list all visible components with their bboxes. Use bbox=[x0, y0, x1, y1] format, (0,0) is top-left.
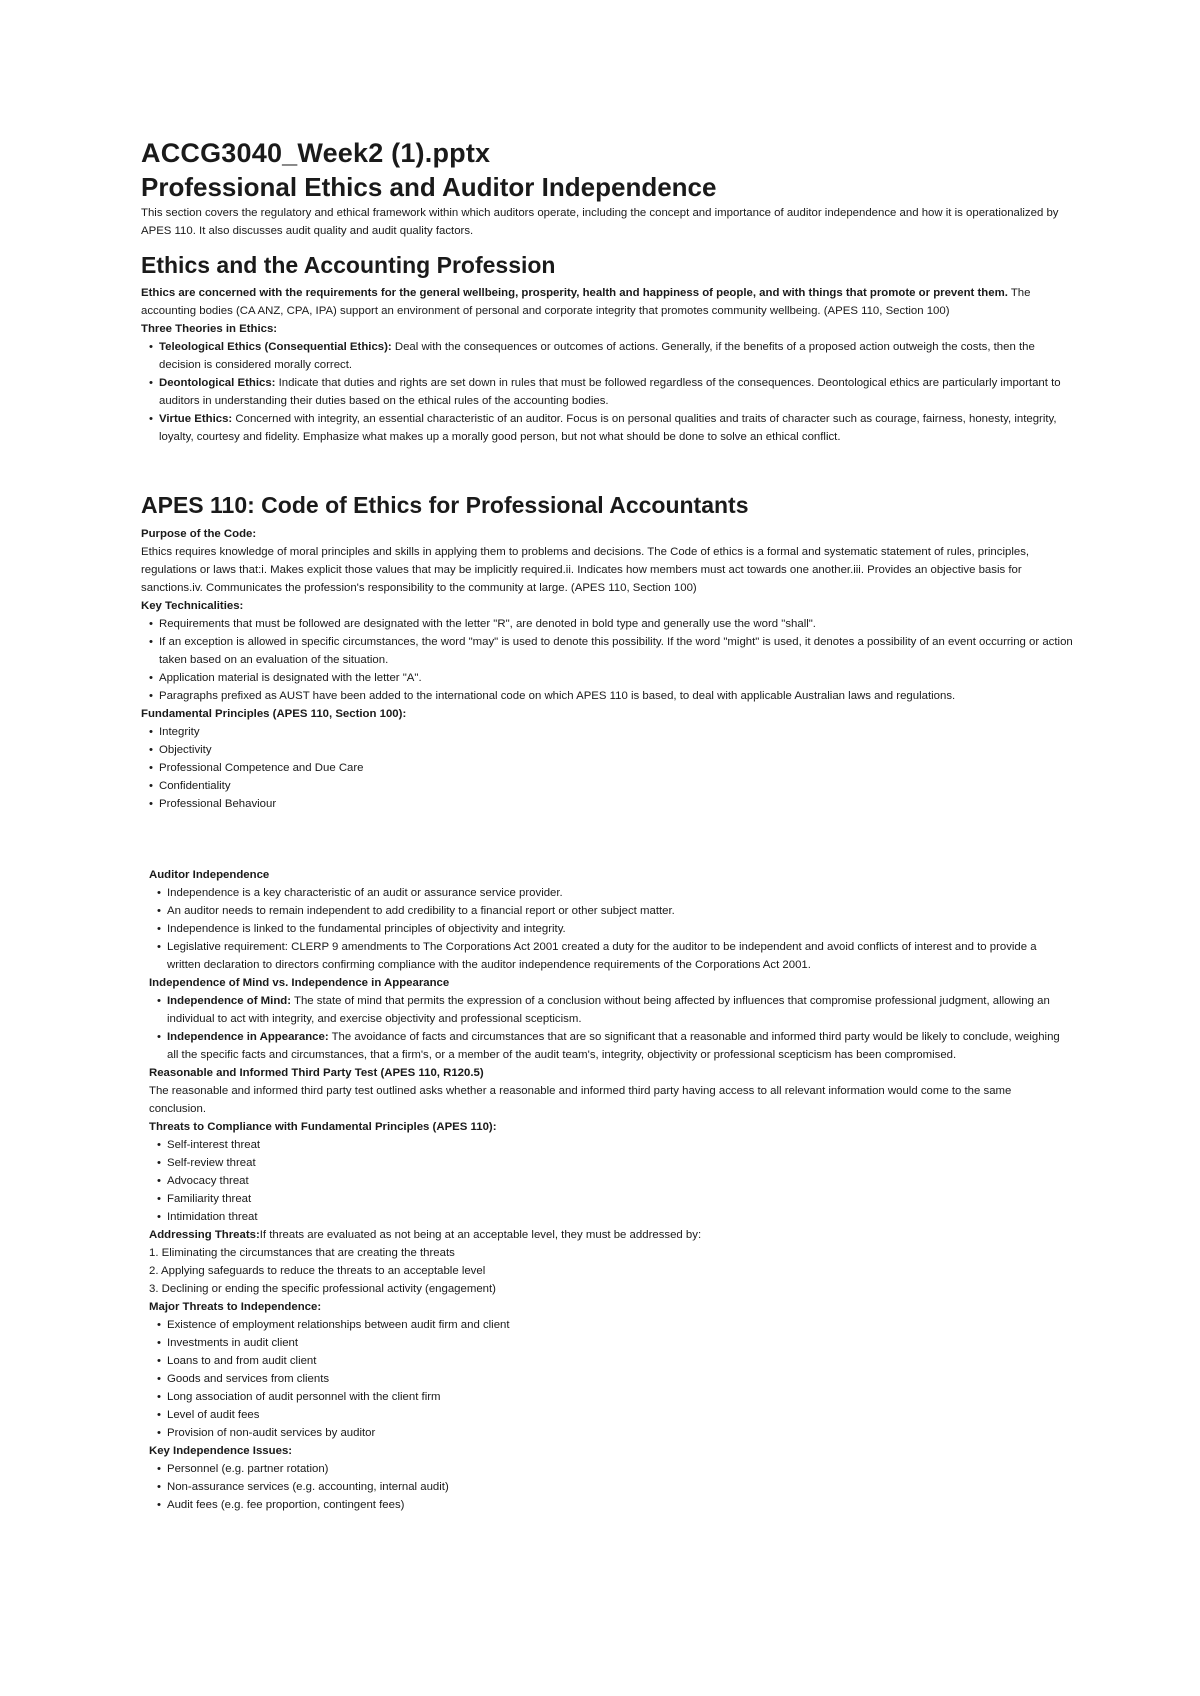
list-item: • If an exception is allowed in specific circumstances, the word "may" is used to denote this possibility. If the word "might" is used, it denotes a possibility of an event occurring or action taken based on an evaluation of the situation. bbox=[151, 633, 1077, 669]
key-issues-list bbox=[149, 1460, 1069, 1514]
main-heading: Professional Ethics and Auditor Independence bbox=[141, 172, 717, 202]
addressing-threats bbox=[149, 1226, 1069, 1244]
list-item: • Professional Competence and Due Care bbox=[151, 759, 1077, 777]
list-item: • Familiarity threat bbox=[159, 1190, 1069, 1208]
list-item bbox=[151, 338, 1077, 374]
principles-list bbox=[141, 723, 1077, 813]
list-item: 2. Applying safeguards to reduce the threats to an acceptable level bbox=[149, 1265, 486, 1277]
mind-appearance-label: Independence of Mind vs. Independence in Appearance bbox=[149, 977, 450, 989]
threats-label: Threats to Compliance with Fundamental Principles (APES 110): bbox=[149, 1121, 497, 1133]
major-threats-list bbox=[149, 1316, 1069, 1442]
independence-label: Auditor Independence bbox=[149, 869, 270, 881]
appearance-text: The avoidance of facts and circumstances that are so significant that a reasonable and informed third party would be likely to conclude, weighing all the specific facts and circumstances, that a firm's, or a member of the audit team's, integrity, objectivity or professional scepticism has been compromised. bbox=[167, 1031, 1060, 1061]
list-item: • Integrity bbox=[151, 723, 1077, 741]
theory-text: Indicate that duties and rights are set down in rules that must be followed regardless of the consequences. Deontological ethics are particularly important to auditors in understanding their duties based on the ethical rules of the accounting bodies. bbox=[159, 377, 1061, 407]
list-item: • Legislative requirement: CLERP 9 amendments to The Corporations Act 2001 created a duty for the auditor to be independent and avoid conflicts of interest and to provide a written declaration to directors confirming compliance with the auditor independence requirements of the Corporations Act 2001. bbox=[159, 938, 1069, 974]
theories-label: Three Theories in Ethics: bbox=[141, 323, 278, 335]
list-item: • Long association of audit personnel with the client firm bbox=[159, 1388, 1069, 1406]
list-item: • Independence is linked to the fundamental principles of objectivity and integrity. bbox=[159, 920, 1069, 938]
independence-section bbox=[149, 866, 1069, 1514]
list-item: • Level of audit fees bbox=[159, 1406, 1069, 1424]
threats-list bbox=[149, 1136, 1069, 1226]
third-party-test-text: The reasonable and informed third party test outlined asks whether a reasonable and informed third party having access to all relevant information would come to the same conclusion. bbox=[149, 1085, 1012, 1115]
apes-section bbox=[141, 490, 1077, 813]
purpose-label: Purpose of the Code: bbox=[141, 528, 257, 540]
ethics-definition-bold: Ethics are concerned with the requirements for the general wellbeing, prosperity, health and happiness of people, and with things that promote or prevent them. bbox=[141, 287, 1008, 299]
theory-term: Virtue Ethics: bbox=[159, 413, 233, 425]
list-item: • Paragraphs prefixed as AUST have been added to the international code on which APES 110 is based, to deal with applicable Australian laws and regulations. bbox=[151, 687, 1077, 705]
list-item: • Provision of non-audit services by auditor bbox=[159, 1424, 1069, 1442]
list-item: • Advocacy threat bbox=[159, 1172, 1069, 1190]
list-item: • Application material is designated with the letter "A". bbox=[151, 669, 1077, 687]
ethics-section bbox=[141, 250, 1077, 446]
major-threats-label: Major Threats to Independence: bbox=[149, 1301, 322, 1313]
list-item: • Audit fees (e.g. fee proportion, contingent fees) bbox=[159, 1496, 1069, 1514]
ethics-definition-rest: The accounting bodies (CA ANZ, CPA, IPA) support an environment of personal and corporate integrity that promotes community wellbeing. (APES 110, Section 100) bbox=[141, 287, 1031, 317]
file-title: ACCG3040_Week2 (1).pptx bbox=[141, 138, 491, 168]
ethics-definition bbox=[141, 284, 1077, 320]
apes-heading: APES 110: Code of Ethics for Professional Accountants bbox=[141, 492, 749, 518]
theory-text: Deal with the consequences or outcomes of actions. Generally, if the benefits of a proposed action outweigh the costs, then the decision is considered morally correct. bbox=[159, 341, 1035, 371]
theory-term: Deontological Ethics: bbox=[159, 377, 276, 389]
third-party-test-label: Reasonable and Informed Third Party Test (APES 110, R120.5) bbox=[149, 1067, 484, 1079]
appearance-term: Independence in Appearance: bbox=[167, 1031, 329, 1043]
technicalities-list bbox=[141, 615, 1077, 705]
list-item: • Loans to and from audit client bbox=[159, 1352, 1069, 1370]
theory-text: Concerned with integrity, an essential characteristic of an auditor. Focus is on personal qualities and traits of character such as courage, fairness, honesty, integrity, loyalty, courtesy and fidelity. Emphasize what makes up a morally good person, but not what should be done to solve an ethical conflict. bbox=[159, 413, 1057, 443]
list-item bbox=[159, 992, 1069, 1028]
addressing-text: If threats are evaluated as not being at an acceptable level, they must be addressed by: bbox=[259, 1229, 702, 1241]
list-item: • Self-review threat bbox=[159, 1154, 1069, 1172]
list-item: • Goods and services from clients bbox=[159, 1370, 1069, 1388]
main-section bbox=[141, 171, 1077, 240]
key-issues-label: Key Independence Issues: bbox=[149, 1445, 293, 1457]
list-item: • Existence of employment relationships between audit firm and client bbox=[159, 1316, 1069, 1334]
list-item: • Independence is a key characteristic of an audit or assurance service provider. bbox=[159, 884, 1069, 902]
list-item: • Self-interest threat bbox=[159, 1136, 1069, 1154]
ethics-heading: Ethics and the Accounting Profession bbox=[141, 252, 556, 278]
purpose-paragraph: Ethics requires knowledge of moral principles and skills in applying them to problems and decisions. The Code of ethics is a formal and systematic statement of rules, principles, regulations or laws that:i. Makes explicit those values that may be implicitly required.ii. Indicates how members must act towards one another.iii. Provides an objective basis for sanctions.iv. Communicates the profession's responsibility to the community at large. (APES 110, Section 100) bbox=[141, 546, 1030, 594]
list-item: 3. Declining or ending the specific professional activity (engagement) bbox=[149, 1283, 496, 1295]
mind-term: Independence of Mind: bbox=[167, 995, 292, 1007]
list-item: • An auditor needs to remain independent to add credibility to a financial report or other subject matter. bbox=[159, 902, 1069, 920]
list-item bbox=[151, 374, 1077, 410]
list-item bbox=[159, 1028, 1069, 1064]
list-item: • Confidentiality bbox=[151, 777, 1077, 795]
addressing-steps-list bbox=[149, 1244, 1069, 1298]
technicalities-label: Key Technicalities: bbox=[141, 600, 244, 612]
list-item: • Non-assurance services (e.g. accounting, internal audit) bbox=[159, 1478, 1069, 1496]
list-item: 1. Eliminating the circumstances that are creating the threats bbox=[149, 1247, 455, 1259]
mind-text: The state of mind that permits the expression of a conclusion without being affected by influences that compromise professional judgment, allowing an individual to act with integrity, and exercise objectivity and professional scepticism. bbox=[167, 995, 1050, 1025]
list-item bbox=[151, 410, 1077, 446]
addressing-label: Addressing Threats: bbox=[149, 1229, 260, 1241]
independence-list bbox=[149, 884, 1069, 974]
list-item: • Intimidation threat bbox=[159, 1208, 1069, 1226]
list-item: • Investments in audit client bbox=[159, 1334, 1069, 1352]
list-item: • Objectivity bbox=[151, 741, 1077, 759]
theory-term: Teleological Ethics (Consequential Ethics): bbox=[159, 341, 392, 353]
list-item: • Professional Behaviour bbox=[151, 795, 1077, 813]
list-item: • Requirements that must be followed are designated with the letter "R", are denoted in bold type and generally use the word "shall". bbox=[151, 615, 1077, 633]
principles-label: Fundamental Principles (APES 110, Section 100): bbox=[141, 708, 407, 720]
theories-list bbox=[141, 338, 1077, 446]
list-item: • Personnel (e.g. partner rotation) bbox=[159, 1460, 1069, 1478]
intro-paragraph: This section covers the regulatory and ethical framework within which auditors operate, including the concept and importance of auditor independence and how it is operationalized by APES 110. It also discusses audit quality and audit quality factors. bbox=[141, 207, 1059, 237]
mind-appearance-list bbox=[149, 992, 1069, 1064]
